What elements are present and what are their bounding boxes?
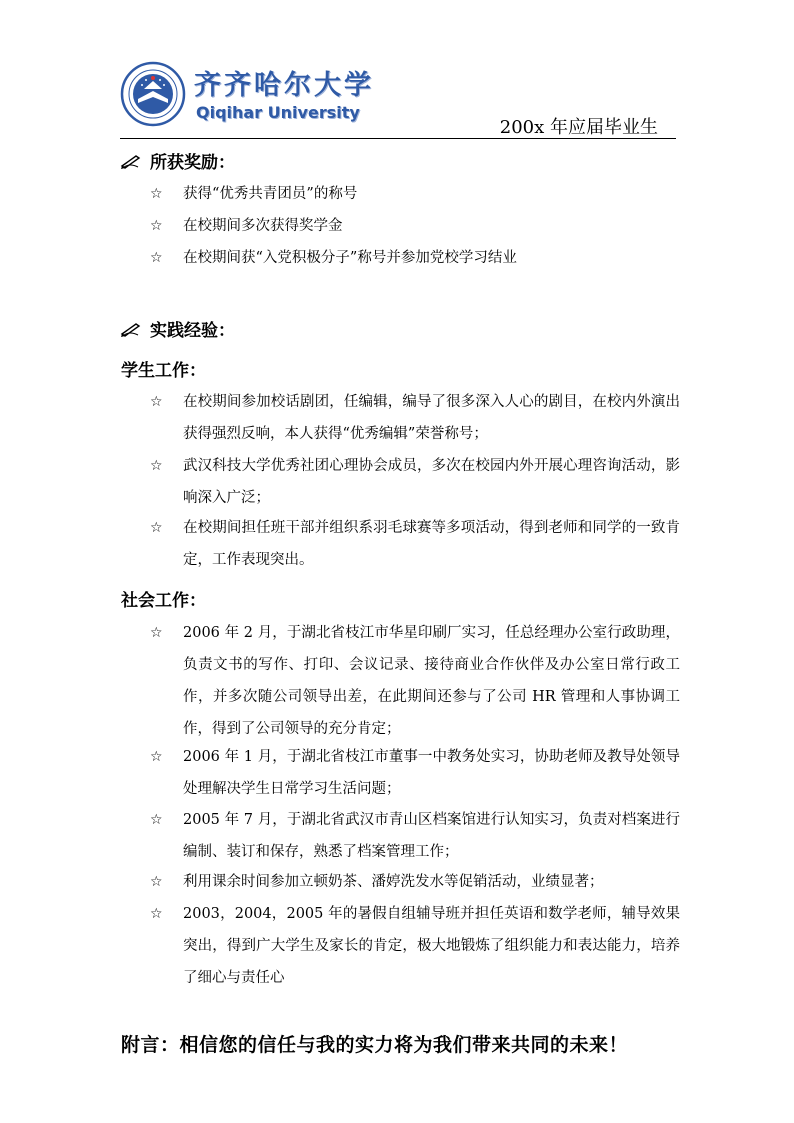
star-icon: ☆ — [150, 749, 163, 765]
star-icon: ☆ — [150, 906, 163, 922]
star-icon: ☆ — [150, 218, 163, 234]
university-seal-icon — [120, 61, 186, 127]
star-icon: ☆ — [150, 250, 163, 266]
practice-heading — [120, 316, 235, 341]
practice-heading-text: 实践经验： — [150, 321, 235, 341]
list-item: ☆ 在校期间担任班干部并组织系羽毛球赛等多项活动，得到老师和同学的一致肯定，工作表现突出。 — [150, 512, 680, 576]
letterhead — [120, 55, 676, 139]
list-item: ☆ 在校期间参加校话剧团，任编辑，编导了很多深入人心的剧目，在校内外演出获得强烈反响，本人获得“优秀编辑”荣誉称号； — [150, 386, 680, 450]
list-item: ☆ 武汉科技大学优秀社团心理协会成员，多次在校园内外开展心理咨询活动，影响深入广泛； — [150, 450, 680, 514]
pen-icon — [120, 153, 142, 169]
star-icon: ☆ — [150, 186, 163, 202]
university-name-en: Qiqihar University — [196, 103, 360, 122]
list-item: ☆ 在校期间获“入党积极分子”称号并参加党校学习结业 — [150, 242, 680, 274]
list-item: ☆ 在校期间多次获得奖学金 — [150, 210, 680, 242]
list-item: ☆ 2006 年 1 月，于湖北省枝江市董事一中教务处实习，协助老师及教导处领导处理解决学生日常学习生活问题； — [150, 741, 680, 805]
graduate-year-label: 200x 年应届毕业生 — [499, 117, 658, 138]
star-icon: ☆ — [150, 625, 163, 641]
social-work-heading: 社会工作： — [121, 591, 206, 611]
university-name-cn: 齐齐哈尔大学 — [194, 70, 374, 101]
awards-heading-text: 所获奖励： — [150, 153, 235, 173]
star-icon: ☆ — [150, 874, 163, 890]
star-icon: ☆ — [150, 520, 163, 536]
list-item: ☆ 2003，2004，2005 年的暑假自组辅导班并担任英语和数学老师，辅导效果突出，得到广大学生及家长的肯定，极大地锻炼了组织能力和表达能力，培养了细心与责任心 — [150, 898, 680, 994]
star-icon: ☆ — [150, 812, 163, 828]
pen-icon — [120, 321, 142, 337]
star-icon: ☆ — [150, 394, 163, 410]
star-icon: ☆ — [150, 458, 163, 474]
header-divider — [120, 138, 676, 139]
list-item: ☆ 获得“优秀共青团员”的称号 — [150, 178, 680, 210]
list-item: ☆ 2005 年 7 月，于湖北省武汉市青山区档案馆进行认知实习，负责对档案进行编制、装订和保存，熟悉了档案管理工作； — [150, 804, 680, 868]
closing-statement: 附言：相信您的信任与我的实力将为我们带来共同的未来！ — [121, 1034, 629, 1056]
awards-heading — [120, 148, 235, 173]
list-item: ☆ 2006 年 2 月，于湖北省枝江市华星印刷厂实习，任总经理办公室行政助理，负责文书的写作、打印、会议记录、接待商业合作伙伴及办公室日常行政工作，并多次随公司领导出差，在此期间还参与了公司 HR 管理和人事协调工作，得到了公司领导的充分肯定； — [150, 617, 680, 745]
list-item: ☆ 利用课余时间参加立顿奶茶、潘婷洗发水等促销活动，业绩显著； — [150, 866, 680, 898]
student-work-heading: 学生工作： — [121, 361, 206, 381]
